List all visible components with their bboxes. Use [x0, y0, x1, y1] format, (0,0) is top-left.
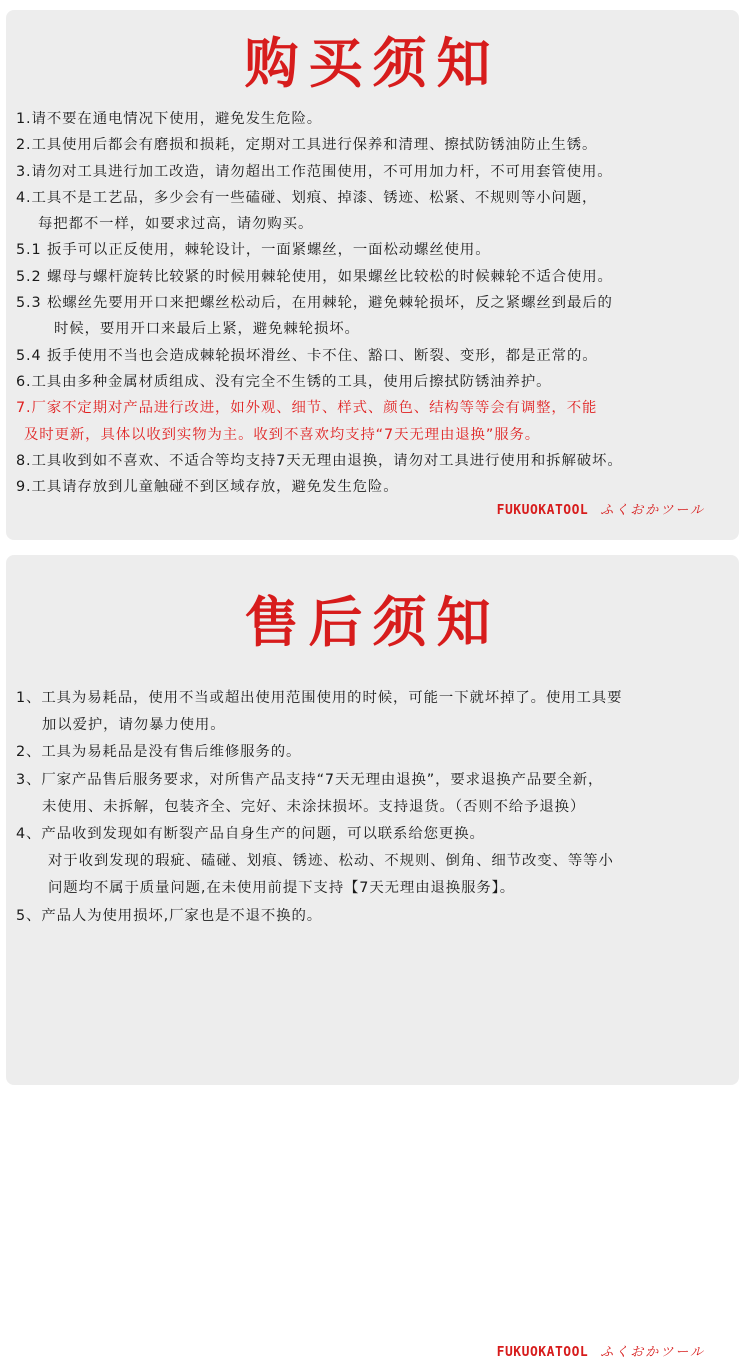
purchase-item-9 — [16, 474, 727, 500]
purchase-item-5-3-line-2: 时候，要用开口来最后上紧，避免棘轮损坏。 — [54, 321, 360, 338]
purchase-item-3 — [16, 159, 727, 185]
purchase-item-4 — [16, 185, 727, 238]
after-sales-notice-list — [16, 685, 727, 930]
after-sales-item-3-line-1: 3、厂家产品售后服务要求，对所售产品支持“7天无理由退换”，要求退换产品要全新， — [16, 771, 604, 788]
after-sales-item-4-line-1: 4、产品收到发现如有断裂产品自身生产的问题，可以联系给您更换。 — [16, 826, 485, 843]
purchase-item-7 — [16, 395, 727, 448]
after-sales-item-1 — [16, 685, 727, 739]
purchase-item-5-1-line-1: 5.1 扳手可以正反使用，棘轮设计，一面紧螺丝，一面松动螺丝使用。 — [16, 242, 491, 259]
after-sales-item-2 — [16, 739, 727, 766]
purchase-item-3-line-1: 3.请勿对工具进行加工改造，请勿超出工作范围使用，不可用加力杆，不可用套管使用。 — [16, 163, 613, 180]
brand-signature — [497, 1341, 705, 1360]
purchase-notice-title: 购买须知 — [244, 32, 501, 95]
purchase-item-9-line-1: 9.工具请存放到儿童触碰不到区域存放，避免发生危险。 — [16, 479, 399, 496]
brand-name-jp: ふくおかツール — [600, 503, 705, 518]
after-sales-item-5 — [16, 903, 727, 930]
after-sales-item-1-line-1: 1、工具为易耗品，使用不当或超出使用范围使用的时候，可能一下就坏掉了。使用工具要 — [16, 690, 623, 706]
purchase-item-1 — [16, 106, 727, 132]
purchase-item-7-line-1: 7.厂家不定期对产品进行改进，如外观、细节、样式、颜色、结构等等会有调整，不能 — [16, 400, 598, 417]
purchase-notice-list — [16, 106, 727, 500]
purchase-item-5-3 — [16, 290, 727, 343]
purchase-item-5-2-line-1: 5.2 螺母与螺杆旋转比较紧的时候用棘轮使用，如果螺丝比较松的时候棘轮不适合使用。 — [16, 268, 613, 285]
brand-name-jp: ふくおかツール — [600, 1345, 705, 1360]
purchase-item-2 — [16, 132, 727, 158]
brand-signature — [497, 499, 705, 518]
purchase-item-4-line-1: 4.工具不是工艺品，多少会有一些磕碰、划痕、掉漆、锈迹、松紧、不规则等小问题， — [16, 189, 598, 206]
purchase-item-5-3-line-1: 5.3 松螺丝先要用开口来把螺丝松动后，在用棘轮，避免棘轮损坏，反之紧螺丝到最后的 — [16, 295, 613, 312]
after-sales-item-5-line-1: 5、产品人为使用损坏,厂家也是不退不换的。 — [16, 907, 323, 924]
purchase-item-5-2 — [16, 264, 727, 290]
purchase-item-5-1 — [16, 237, 727, 263]
after-sales-item-4 — [16, 821, 727, 903]
purchase-item-6 — [16, 369, 727, 395]
after-sales-item-4-line-3: 问题均不属于质量问题,在未使用前提下支持【7天无理由退换服务】。 — [48, 880, 516, 897]
after-sales-item-1-line-2: 加以爱护，请勿暴力使用。 — [42, 717, 226, 734]
brand-name: FUKUOKATOOL — [496, 1345, 589, 1360]
purchase-item-8 — [16, 448, 727, 474]
purchase-item-2-line-1: 2.工具使用后都会有磨损和损耗，定期对工具进行保养和清理、擦拭防锈油防止生锈。 — [16, 137, 598, 154]
purchase-notice-card — [6, 10, 739, 540]
purchase-item-5-4 — [16, 343, 727, 369]
purchase-item-5-4-line-1: 5.4 扳手使用不当也会造成棘轮损坏滑丝、卡不住、豁口、断裂、变形，都是正常的。 — [16, 347, 598, 364]
brand-name: FUKUOKATOOL — [496, 503, 589, 518]
after-sales-item-2-line-1: 2、工具为易耗品是没有售后维修服务的。 — [16, 744, 302, 761]
after-sales-item-3-line-2: 未使用、未拆解，包装齐全、完好、未涂抹损坏。支持退货。（否则不给予退换） — [42, 798, 586, 815]
purchase-item-4-line-2: 每把都不一样，如要求过高，请勿购买。 — [38, 216, 314, 233]
after-sales-notice-title: 售后须知 — [244, 591, 501, 654]
purchase-item-6-line-1: 6.工具由多种金属材质组成、没有完全不生锈的工具，使用后擦拭防锈油养护。 — [16, 373, 552, 390]
purchase-item-8-line-1: 8.工具收到如不喜欢、不适合等均支持7天无理由退换，请勿对工具进行使用和拆解破坏。 — [16, 452, 623, 469]
after-sales-notice-card — [6, 555, 739, 1360]
after-sales-item-3 — [16, 767, 727, 821]
purchase-item-1-line-1: 1.请不要在通电情况下使用，避免发生危险。 — [16, 111, 323, 127]
after-sales-item-4-line-2: 对于收到发现的瑕疵、磕碰、划痕、锈迹、松动、不规则、倒角、细节改变、等等小 — [48, 853, 614, 870]
purchase-item-7-line-2: 及时更新，具体以收到实物为主。收到不喜欢均支持“7天无理由退换”服务。 — [24, 426, 541, 443]
